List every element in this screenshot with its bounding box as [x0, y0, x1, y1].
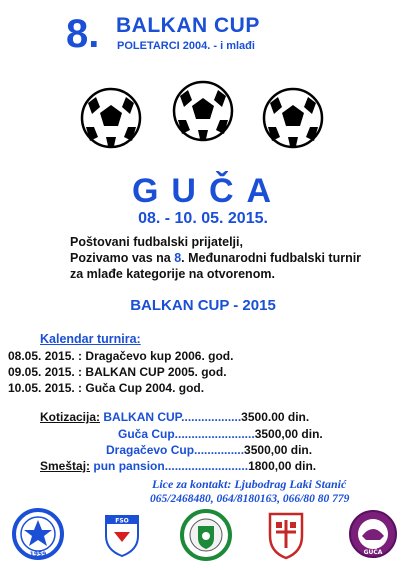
contact-person: Lice za kontakt: Ljubodrag Laki Stanić: [152, 477, 347, 491]
fee-name: Guča Cup: [118, 427, 175, 441]
logo-year: 1959: [29, 551, 47, 558]
fee-row: [118, 427, 323, 441]
calendar-date: 10.05. 2015. :: [8, 381, 83, 395]
soccer-ball-icon: [80, 87, 142, 149]
fee-price: 1800,00 din.: [248, 459, 317, 473]
edition-number: 8.: [66, 12, 100, 56]
invitation-text-part: Pozivamo vas na: [70, 251, 175, 265]
serbia-coat-of-arms-icon: [266, 508, 306, 560]
club-logo-icon: [12, 508, 64, 560]
calendar-row: [8, 349, 233, 363]
calendar-date: 09.05. 2015. :: [8, 365, 83, 379]
soccer-ball-icon: [262, 87, 324, 149]
calendar-title: Kalendar turnira:: [40, 332, 141, 346]
fee-price: 3500,00 din.: [254, 427, 323, 441]
invitation-line: Poštovani fudbalski prijatelji,: [70, 235, 243, 249]
calendar-event: Dragačevo kup 2006. god.: [82, 349, 234, 363]
city-title: GUČA: [131, 172, 285, 210]
contact-phones: 065/2468480, 064/8180163, 066/80 80 779: [150, 493, 350, 505]
fee-row: [40, 459, 316, 473]
guca-festival-logo-icon: [348, 508, 398, 560]
invitation-text: [70, 234, 400, 282]
fee-name: Dragačevo Cup: [106, 443, 195, 457]
kotizacija-label: Kotizacija:: [40, 410, 101, 424]
fee-row: [40, 410, 309, 424]
smestaj-label: Smeštaj:: [40, 459, 91, 473]
soccer-ball-icon: [172, 80, 234, 142]
fee-row: [106, 443, 312, 457]
invitation-line: [70, 250, 400, 266]
invitation-line: za mlađe kategorije na otvorenom.: [70, 267, 275, 281]
calendar-row: [8, 365, 227, 379]
edition-highlight: 8: [174, 251, 182, 265]
calendar-event: Guča Cup 2004. god.: [82, 381, 205, 395]
fee-dots: .........................: [164, 459, 249, 473]
fee-price: 3500.00 din.: [241, 410, 310, 424]
tournament-subtitle: POLETARCI 2004. - i mlađi: [117, 40, 255, 52]
football-union-logo-icon: [180, 508, 232, 562]
fee-name: pun pansion: [93, 459, 165, 473]
cup-year-heading: BALKAN CUP - 2015: [130, 297, 276, 314]
logo-text: FSO: [115, 517, 129, 525]
fee-dots: ..................: [181, 410, 242, 424]
federation-logo-icon: [102, 508, 142, 558]
tournament-title: BALKAN CUP: [116, 14, 260, 37]
calendar-date: 08.05. 2015. :: [8, 349, 83, 363]
invitation-text-part: . Međunarodni fudbalski turnir: [181, 251, 362, 265]
tournament-dates: 08. - 10. 05. 2015.: [138, 210, 268, 227]
logo-text: GUČA: [363, 549, 383, 556]
fee-name: BALKAN CUP: [103, 410, 182, 424]
fee-dots: ........................: [174, 427, 255, 441]
calendar-row: [8, 381, 204, 395]
fee-price: 3500,00 din.: [244, 443, 313, 457]
calendar-event: BALKAN CUP 2005. god.: [82, 365, 227, 379]
fee-dots: ...............: [194, 443, 245, 457]
